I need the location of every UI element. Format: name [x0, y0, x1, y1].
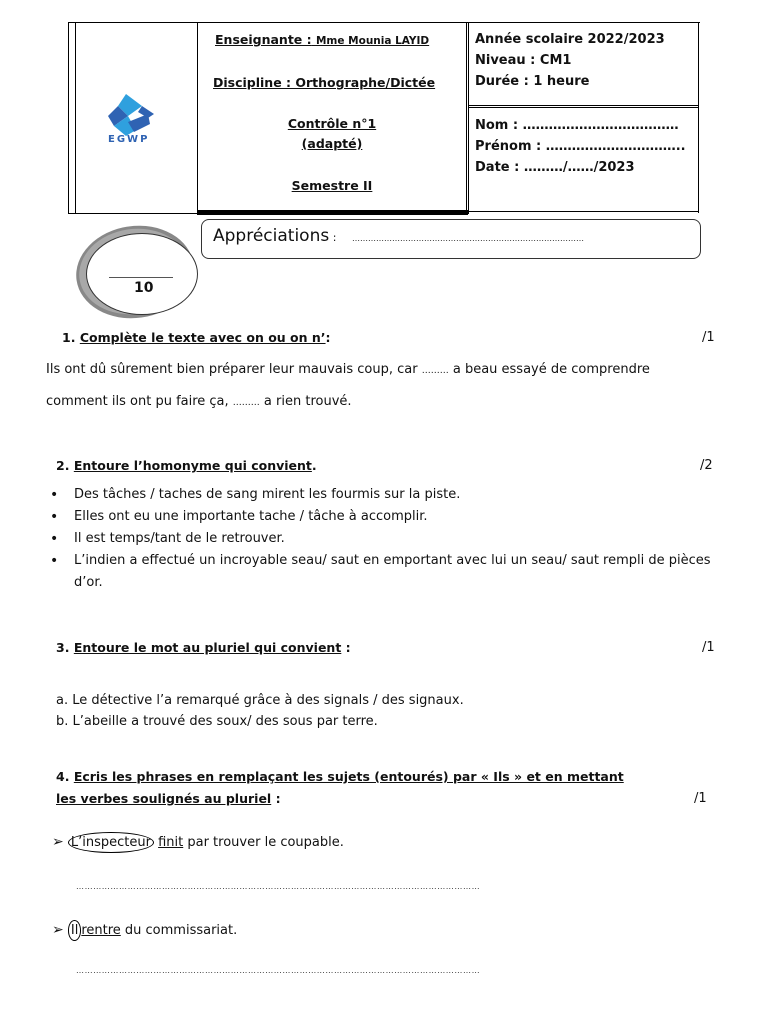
q4-number: 4. — [56, 769, 70, 784]
q4-answer-line-1[interactable]: …………………………………………………………………………………………………………………………… — [76, 882, 481, 891]
q1-instruction: Complète le texte avec on ou on n’ — [79, 330, 326, 345]
date-field[interactable]: Date : ………/……/2023 — [475, 160, 635, 175]
q2-colon: . — [311, 458, 317, 473]
q1-text-line1 — [46, 362, 650, 377]
control-number: Contrôle n°1 — [287, 116, 377, 131]
level: Niveau : CM1 — [475, 53, 572, 68]
q1-points: /1 — [702, 330, 715, 345]
q3-instruction: Entoure le mot au pluriel qui convient — [73, 640, 342, 655]
q4-sentence-rest: par trouver le coupable. — [183, 835, 344, 850]
q4-sentence-2 — [52, 922, 237, 938]
score-circle — [86, 233, 198, 315]
q3-item-b[interactable]: b. L’abeille a trouvé des soux/ des sous par terre. — [56, 714, 378, 729]
header-top-border — [68, 22, 700, 23]
q4-sentence-1 — [52, 834, 344, 850]
q4-circled-subject: Il — [68, 920, 81, 941]
header-bottom-border — [197, 210, 468, 215]
q3-points: /1 — [702, 640, 715, 655]
control-adapted: (adapté) — [301, 136, 363, 151]
school-logo — [104, 92, 168, 152]
q3-title — [56, 640, 351, 655]
appreciation-colon: : — [329, 231, 337, 244]
q3-item-a[interactable]: a. Le détective l’a remarqué grâce à des signals / des signaux. — [56, 693, 464, 708]
q4-instruction: Ecris les phrases en remplaçant les sujets (entourés) par « Ils » et en mettant — [73, 769, 624, 784]
teacher-field — [215, 32, 429, 47]
score-max: 10 — [134, 280, 154, 296]
q4-title-line1 — [56, 769, 624, 784]
q2-instruction: Entoure l’homonyme qui convient — [73, 458, 312, 473]
score-fraction-line — [109, 277, 173, 278]
q2-item[interactable]: • L’indien a effectué un incroyable seau/ saut en emportant avec lui un seau/ saut rempli de pièces d’or. — [46, 550, 716, 594]
q1-number: 1. — [62, 330, 76, 345]
teacher-name: Mme Mounia LAYID — [315, 35, 430, 47]
q4-points: /1 — [694, 791, 707, 806]
header-divider — [468, 105, 699, 108]
q1-text: comment ils ont pu faire ça, — [46, 394, 233, 409]
q4-circled-subject: L’inspecteur — [68, 832, 154, 853]
discipline: Discipline : Orthographe/Dictée — [213, 75, 436, 90]
logo-text: EGWP — [108, 134, 150, 145]
appreciation-label — [213, 226, 336, 246]
q2-item[interactable]: • Elles ont eu une importante tache / tâche à accomplir. — [46, 506, 716, 528]
q1-blank-1[interactable]: ……… — [421, 366, 449, 376]
q1-colon: : — [325, 330, 331, 345]
q2-points: /2 — [700, 458, 713, 473]
appreciation-dots: …………………………………………………………………………… — [352, 234, 584, 243]
appreciation-title: Appréciations — [213, 226, 330, 246]
q4-instruction: les verbes soulignés au pluriel — [56, 791, 272, 806]
q3-number: 3. — [56, 640, 70, 655]
q4-underlined-verb: rentre — [81, 923, 121, 938]
arrow-bullet-icon: ➢ — [52, 834, 64, 850]
header-left-border — [68, 22, 76, 214]
student-firstname-field[interactable]: Prénom : ………………………….. — [475, 139, 686, 154]
q3-colon: : — [341, 640, 351, 655]
arrow-bullet-icon: ➢ — [52, 922, 64, 938]
q1-text: Ils ont dû sûrement bien préparer leur mauvais coup, car — [46, 362, 422, 377]
q1-text-line2 — [46, 394, 352, 409]
school-year: Année scolaire 2022/2023 — [475, 32, 665, 47]
student-name-field[interactable]: Nom : ……………………………… — [475, 118, 679, 133]
header-divider — [698, 22, 699, 213]
q4-underlined-verb: finit — [158, 835, 184, 850]
teacher-label: Enseignante : — [215, 32, 312, 47]
q2-item[interactable]: • Des tâches / taches de sang mirent les fourmis sur la piste. — [46, 484, 716, 506]
q1-title — [62, 330, 331, 345]
duration: Durée : 1 heure — [475, 74, 590, 89]
q4-colon: : — [271, 791, 281, 806]
q2-list — [46, 484, 716, 594]
q1-text: a beau essayé de comprendre — [448, 362, 650, 377]
header-bottom-border — [468, 211, 699, 212]
q1-text: a rien trouvé. — [259, 394, 352, 409]
q4-sentence-rest: du commissariat. — [120, 923, 238, 938]
q2-item[interactable]: • Il est temps/tant de le retrouver. — [46, 528, 716, 550]
q4-answer-line-2[interactable]: …………………………………………………………………………………………………………………………… — [76, 966, 481, 975]
q4-title-line2 — [56, 791, 281, 806]
semester: Semestre II — [291, 178, 373, 193]
q2-title — [56, 458, 317, 473]
q2-number: 2. — [56, 458, 70, 473]
q1-blank-2[interactable]: ……… — [232, 398, 260, 408]
